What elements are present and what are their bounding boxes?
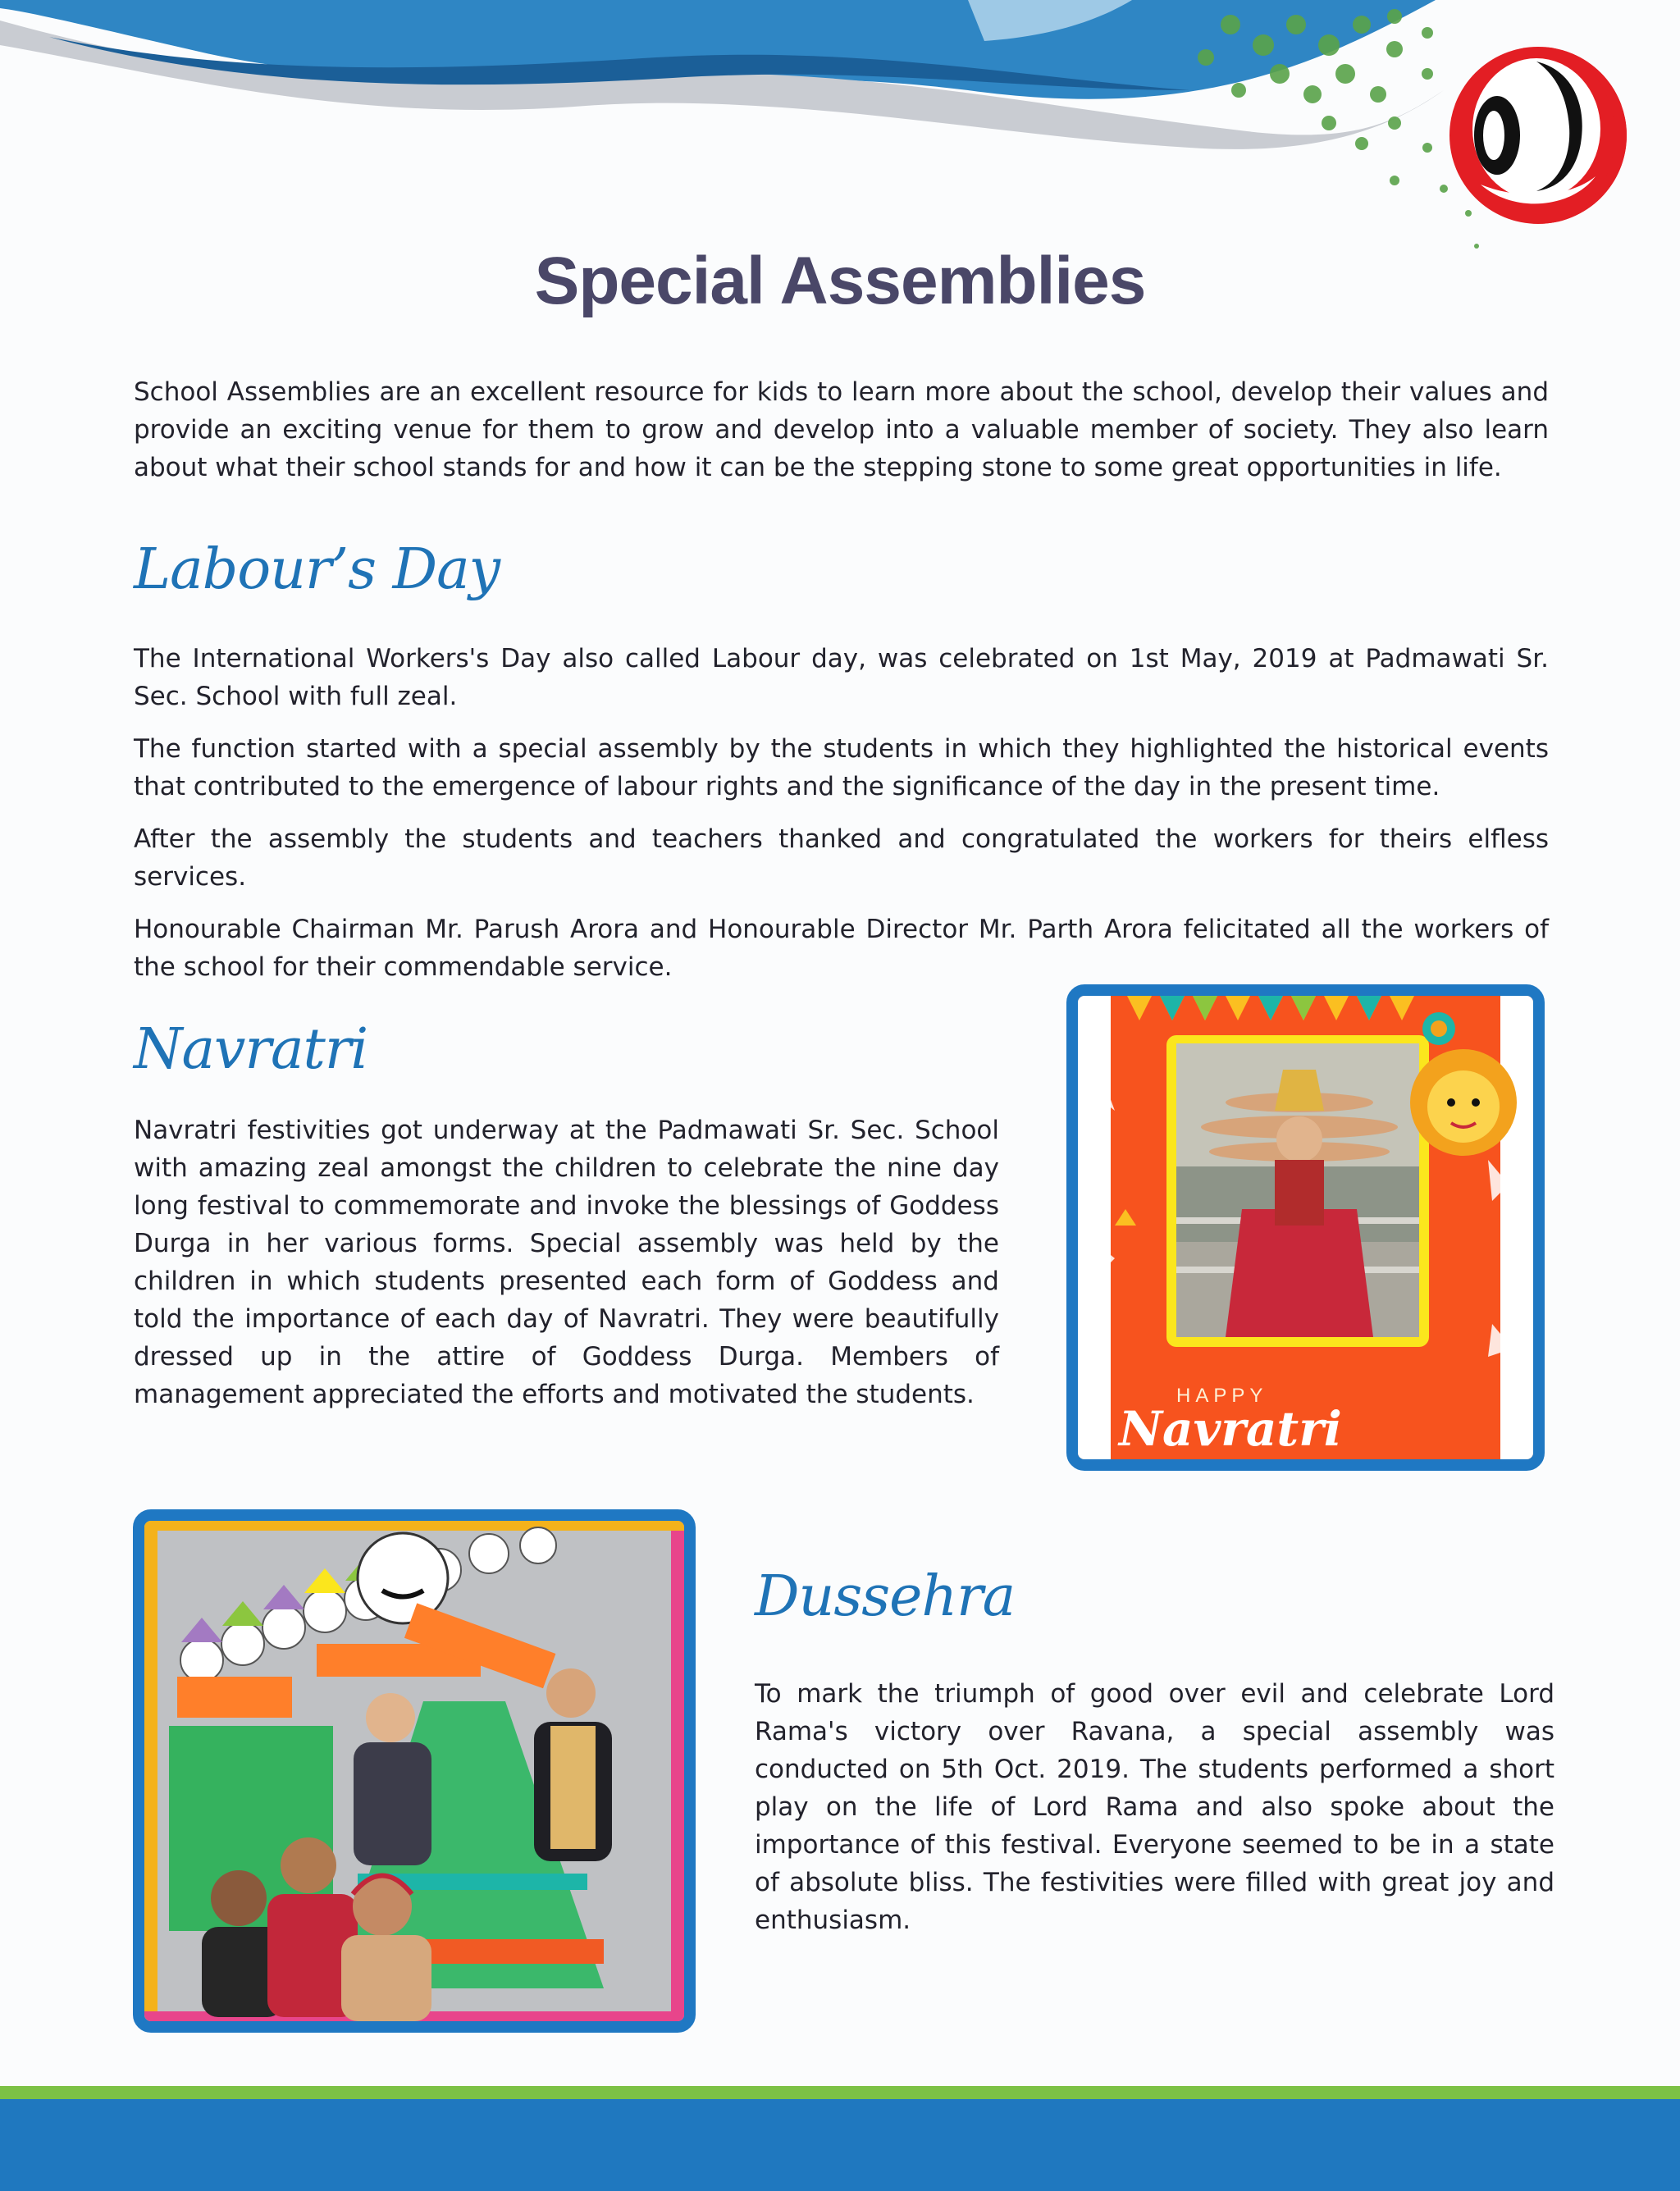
dussehra-photo-image xyxy=(144,1521,684,2021)
header-wave-decoration xyxy=(0,0,1680,271)
footer-blue-bar xyxy=(0,2099,1680,2191)
labour-day-text xyxy=(134,640,1549,1001)
dussehra-photo xyxy=(133,1509,696,2033)
navratri-heading: Navratri xyxy=(134,1017,368,1082)
footer-green-bar xyxy=(0,2086,1680,2099)
navratri-photo-image xyxy=(1078,996,1533,1459)
labour-day-paragraph-1: The International Workers's Day also called Labour day, was celebrated on 1st May, 2019 at Padmawati Sr. Sec. School with full zeal. xyxy=(134,644,1549,711)
labour-day-heading: Labour’s Day xyxy=(134,537,500,602)
labour-day-paragraph-4: Honourable Chairman Mr. Parush Arora and Honourable Director Mr. Parth Arora felicitated all the workers of the school for their commendable service. xyxy=(134,915,1549,982)
navratri-paragraph: Navratri festivities got underway at the Padmawati Sr. Sec. School with amazing zeal amongst the children to celebrate the nine day long festival to commemorate and invoke the blessings of Goddess Durga in her various forms. Special assembly was held by the children in which students presented each form of Goddess and told the importance of each day of Navratri. They were beautifully dressed up in the attire of Goddess Durga. Members of management appreciated the efforts and motivated the students. xyxy=(134,1116,999,1409)
dussehra-heading: Dussehra xyxy=(755,1564,1016,1629)
navratri-photo-caption-large: Navratri xyxy=(1119,1401,1342,1457)
labour-day-paragraph-3: After the assembly the students and teachers thanked and congratulated the workers for theirs elfless services. xyxy=(134,824,1549,892)
navratri-photo-caption-small: HAPPY xyxy=(1176,1385,1268,1407)
navratri-photo xyxy=(1066,984,1545,1471)
intro-paragraph: School Assemblies are an excellent resource for kids to learn more about the school, develop their values and provide an exciting venue for them to grow and develop into a valuable member of society. They also learn about what their school stands for and how it can be the stepping stone to some great opportunities in life. xyxy=(134,377,1549,482)
dussehra-paragraph: To mark the triumph of good over evil and celebrate Lord Rama's victory over Ravana, a special assembly was conducted on 5th Oct. 2019. The students performed a short play on the life of Lord Rama and also spoke about the importance of this festival. Everyone seemed to be in a state of absolute bliss. The festivities were filled with great joy and enthusiasm. xyxy=(755,1679,1554,1935)
labour-day-paragraph-2: The function started with a special assembly by the students in which they highlighted the historical events that contributed to the emergence of labour rights and the significance of the day in the present time. xyxy=(134,734,1549,801)
school-logo xyxy=(1440,37,1637,234)
page-title: Special Assemblies xyxy=(534,244,1146,318)
